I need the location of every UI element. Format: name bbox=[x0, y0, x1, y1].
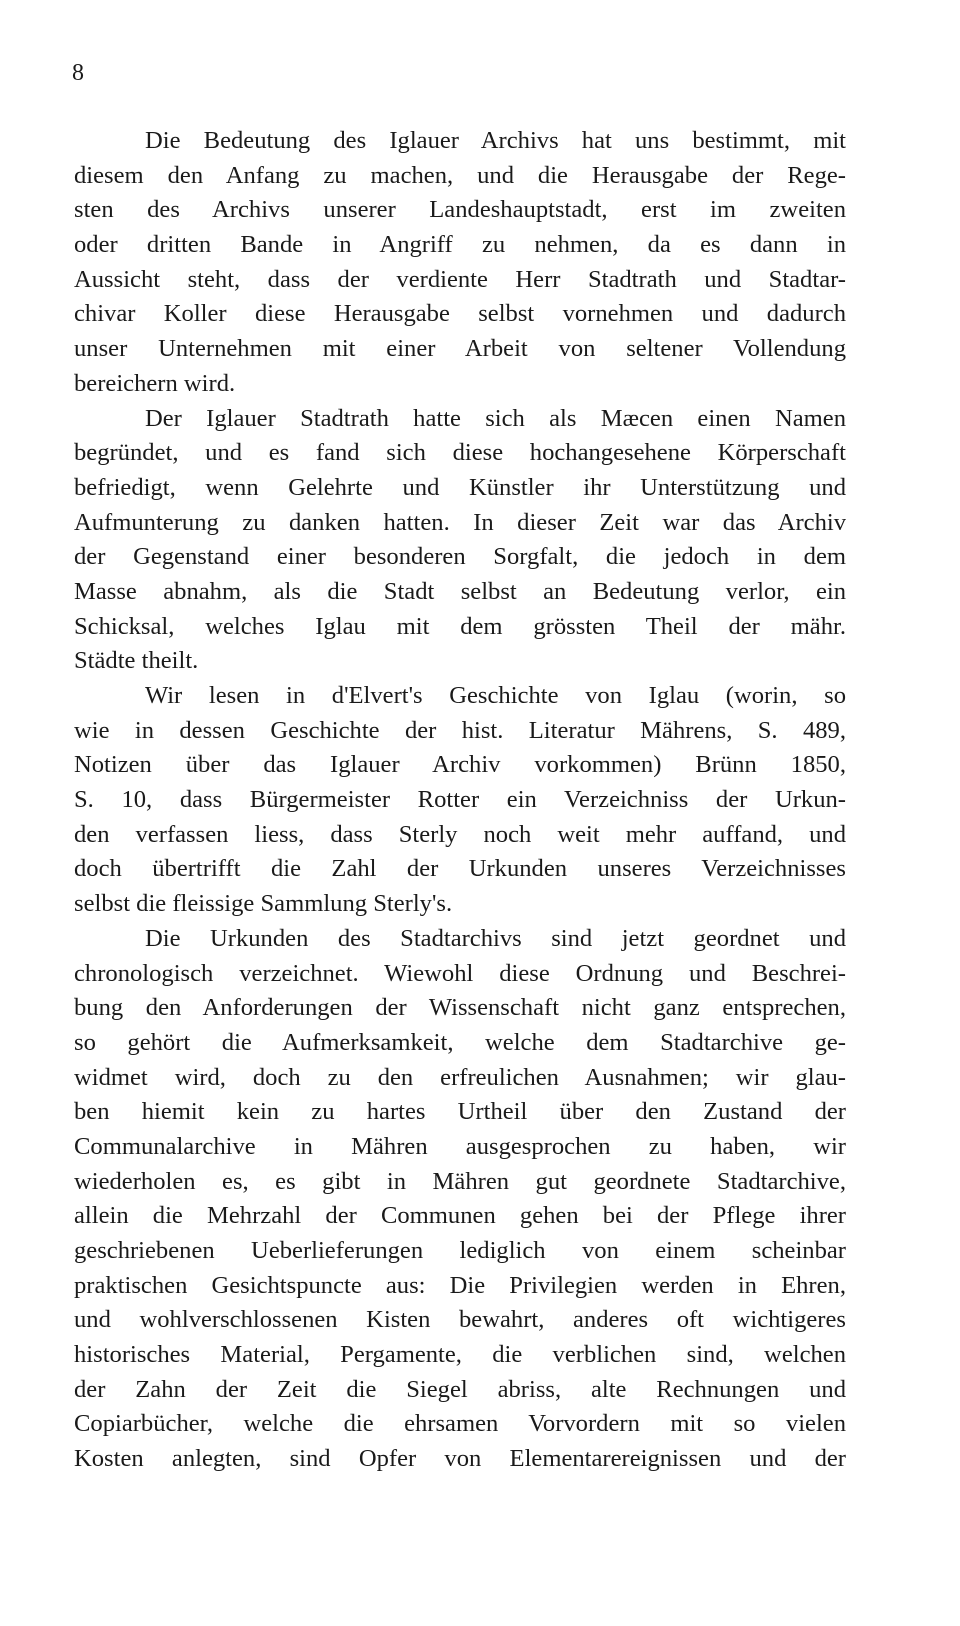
text-line: selbst die fleissige Sammlung Sterly's. bbox=[74, 890, 453, 918]
text-line: Wir lesen in d'Elvert's Geschichte von Iglau (worin, so bbox=[145, 682, 846, 709]
text-line: allein die Mehrzahl der Communen gehen bei der Pflege ihrer bbox=[74, 1202, 846, 1230]
text-line: oder dritten Bande in Angriff zu nehmen, da es dann in bbox=[74, 231, 846, 259]
text-line: Aufmunterung zu danken hatten. In dieser Zeit war das Archiv bbox=[74, 508, 846, 536]
text-line: geschriebenen Ueberlieferungen lediglich von einem scheinbar bbox=[74, 1237, 846, 1264]
text-line: befriedigt, wenn Gelehrte und Künstler ihr Unterstützung und bbox=[74, 473, 846, 501]
text-line: doch übertrifft die Zahl der Urkunden unseres Verzeichnisses bbox=[74, 855, 846, 883]
text-line: Copiarbücher, welche die ehrsamen Vorvordern mit so vielen bbox=[74, 1410, 846, 1438]
body-text bbox=[74, 124, 846, 1477]
text-line: Städte theilt. bbox=[74, 647, 199, 675]
text-line: unser Unternehmen mit einer Arbeit von seltener Vollendung bbox=[74, 335, 846, 363]
paragraph-4 bbox=[74, 922, 846, 1477]
text-line: den verfassen liess, dass Sterly noch weit mehr auffand, und bbox=[74, 820, 846, 848]
text-line: wie in dessen Geschichte der hist. Literatur Mährens, S. 489, bbox=[74, 716, 846, 744]
text-line: und wohlverschlossenen Kisten bewahrt, anderes oft wichtigeres bbox=[74, 1306, 846, 1334]
text-line: chronologisch verzeichnet. Wiewohl diese Ordnung und Beschrei- bbox=[74, 959, 846, 987]
text-line: Masse abnahm, als die Stadt selbst an Bedeutung verlor, ein bbox=[74, 577, 846, 605]
paragraph-3 bbox=[74, 679, 846, 922]
text-line: der Zahn der Zeit die Siegel abriss, alte Rechnungen und bbox=[74, 1375, 846, 1403]
text-line: praktischen Gesichtspuncte aus: Die Privilegien werden in Ehren, bbox=[74, 1271, 846, 1299]
text-line: Notizen über das Iglauer Archiv vorkommen) Brünn 1850, bbox=[74, 751, 846, 779]
text-line: so gehört die Aufmerksamkeit, welche dem Stadtarchive ge- bbox=[74, 1028, 846, 1056]
text-line: wiederholen es, es gibt in Mähren gut geordnete Stadtarchive, bbox=[74, 1167, 846, 1195]
text-line: begründet, und es fand sich diese hochangesehene Körperschaft bbox=[74, 439, 846, 467]
text-line: Kosten anlegten, sind Opfer von Elementarereignissen und der bbox=[74, 1445, 846, 1473]
paragraph-1 bbox=[74, 124, 846, 402]
text-line: Aussicht steht, dass der verdiente Herr Stadtrath und Stadtar- bbox=[74, 265, 846, 293]
text-line: Schicksal, welches Iglau mit dem grössten Theil der mähr. bbox=[74, 612, 846, 640]
text-line: ben hiemit kein zu hartes Urtheil über den Zustand der bbox=[74, 1098, 846, 1126]
paragraph-2 bbox=[74, 402, 846, 680]
text-line: chivar Koller diese Herausgabe selbst vornehmen und dadurch bbox=[74, 300, 846, 328]
text-line: sten des Archivs unserer Landeshauptstadt, erst im zweiten bbox=[74, 196, 846, 224]
text-line: der Gegenstand einer besonderen Sorgfalt, die jedoch in dem bbox=[74, 543, 846, 571]
page-number: 8 bbox=[72, 60, 84, 86]
text-line: diesem den Anfang zu machen, und die Herausgabe der Rege- bbox=[74, 161, 846, 189]
text-line: widmet wird, doch zu den erfreulichen Ausnahmen; wir glau- bbox=[74, 1063, 846, 1091]
text-line: historisches Material, Pergamente, die verblichen sind, welchen bbox=[74, 1341, 846, 1369]
text-line: bereichern wird. bbox=[74, 369, 236, 397]
text-line: Die Bedeutung des Iglauer Archivs hat uns bestimmt, mit bbox=[145, 127, 846, 154]
text-line: Die Urkunden des Stadtarchivs sind jetzt geordnet und bbox=[145, 924, 846, 952]
text-line: S. 10, dass Bürgermeister Rotter ein Verzeichniss der Urkun- bbox=[74, 786, 846, 814]
text-line: Der Iglauer Stadtrath hatte sich als Mæcen einen Namen bbox=[145, 404, 846, 432]
text-line: bung den Anforderungen der Wissenschaft nicht ganz entsprechen, bbox=[74, 994, 846, 1022]
text-line: Communalarchive in Mähren ausgesprochen zu haben, wir bbox=[74, 1132, 846, 1160]
